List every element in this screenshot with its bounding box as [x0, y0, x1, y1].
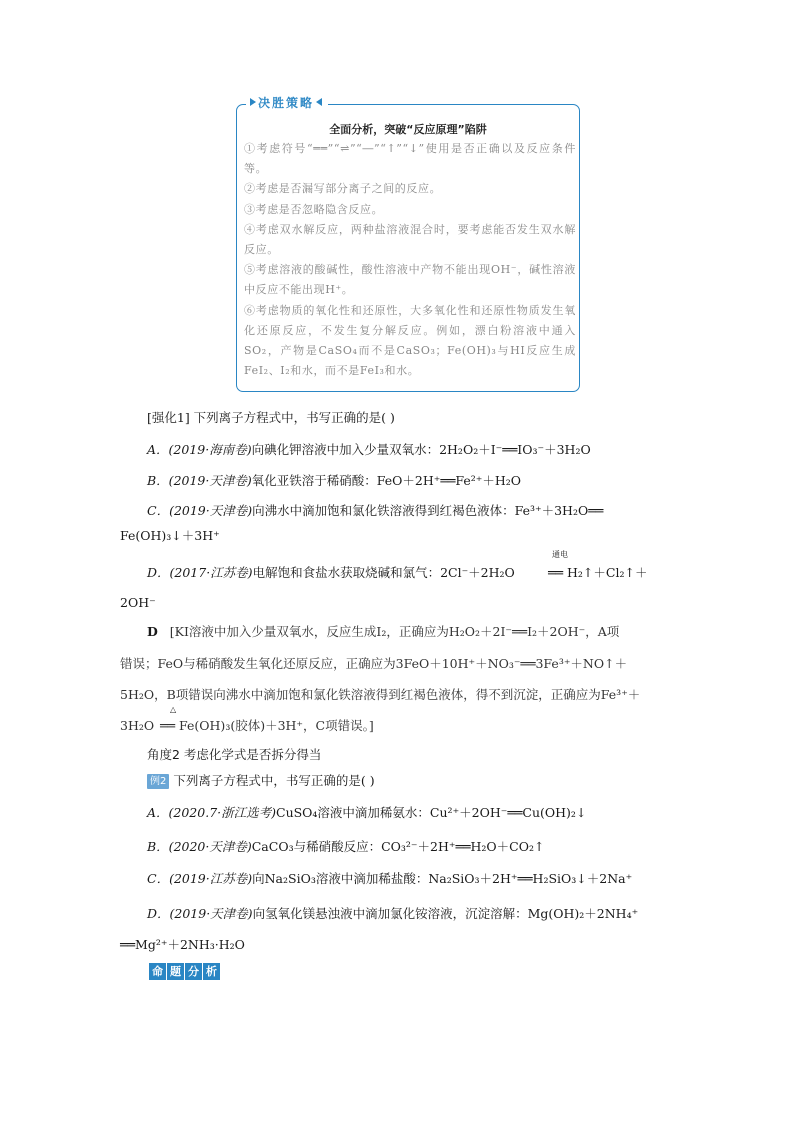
q1-d-text: 电解饱和食盐水获取烧碱和氯气：2Cl⁻＋2H₂O	[252, 565, 515, 580]
analysis-badge-char: 析	[203, 963, 220, 980]
q2-b-text: CaCO₃与稀硝酸反应：CO₃²⁻＋2H⁺══H₂O＋CO₂↑	[251, 839, 545, 854]
strategy-item: ①考虑符号“══”“⇌”“―”“↑”“↓”使用是否正确以及反应条件等。	[244, 142, 576, 176]
q1-d-source: D．(2017·江苏卷)	[147, 565, 253, 580]
strategy-item: ④考虑双水解反应，两种盐溶液混合时，要考虑能否发生双水解反应。	[244, 222, 576, 257]
q1-option-d[interactable]	[147, 564, 515, 582]
q2-stem-line	[147, 772, 375, 790]
analysis-badge-char: 分	[185, 963, 202, 980]
q1-option-b[interactable]	[147, 472, 521, 490]
q1-d-text-b: ══ H₂↑＋Cl₂↑＋	[548, 565, 648, 580]
q1-b-source: B．(2019·天津卷)	[147, 473, 252, 488]
q1-c-source: C．(2019·天津卷)	[147, 503, 253, 518]
q1-d-continued: 2OH⁻	[120, 595, 156, 610]
strategy-item: ⑤考虑溶液的酸碱性，酸性溶液中产物不能出现OH⁻，碱性溶液中反应不能出现H⁺。	[244, 263, 576, 297]
example-badge: 例2	[147, 774, 169, 789]
answer1-letter: D	[147, 624, 158, 639]
q1-stem: [强化1] 下列离子方程式中，书写正确的是( )	[147, 410, 395, 425]
arrow-right-icon	[250, 98, 256, 106]
analysis-badges	[149, 963, 220, 980]
angle2-title: 角度2 考虑化学式是否拆分得当	[147, 747, 322, 762]
q2-stem: 下列离子方程式中，书写正确的是( )	[173, 773, 375, 788]
strategy-item: ③考虑是否忽略隐含反应。	[244, 202, 384, 216]
answer1-line4a: 3H₂O	[120, 718, 155, 733]
analysis-badge-char: 题	[167, 963, 184, 980]
strategy-item: ②考虑是否漏写部分离子之间的反应。	[244, 182, 442, 196]
strategy-item: ⑥考虑物质的氧化性和还原性，大多氧化性和还原性物质发生氧化还原反应，不发生复分解反应。例如，漂白粉溶液中通入SO₂，产物是CaSO₄而不是CaSO₃；Fe(OH)₃与HI反应生成FeI₂、I₂和水，而不是FeI₃和水。	[244, 303, 576, 378]
q2-option-b[interactable]	[147, 838, 544, 856]
q2-d-source: D．(2019·天津卷)	[147, 906, 253, 921]
q2-c-text: 向Na₂SiO₃溶液中滴加稀盐酸：Na₂SiO₃＋2H⁺══H₂SiO₃↓＋2Na⁺	[252, 871, 633, 886]
q2-option-a[interactable]	[147, 804, 586, 822]
analysis-badge-char: 命	[149, 963, 166, 980]
q2-a-source: A．(2020.7·浙江选考)	[147, 805, 276, 820]
q2-option-c[interactable]	[147, 870, 632, 888]
strategy-title: 全面分析，突破“反应原理”陷阱	[329, 123, 487, 136]
q1-option-a[interactable]	[147, 441, 591, 459]
answer1-text1: [KI溶液中加入少量双氧水，反应生成I₂，正确应为H₂O₂＋2I⁻══I₂＋2OH⁻，A项	[169, 624, 620, 639]
answer1-line2: 错误；FeO与稀硝酸发生氧化还原反应，正确应为3FeO＋10H⁺＋NO₃⁻══3Fe³⁺＋NO↑＋	[120, 656, 628, 671]
strategy-tag-label: 决胜策略	[258, 95, 315, 110]
q2-d-text: 向氢氧化镁悬浊液中滴加氯化铵溶液，沉淀溶解：Mg(OH)₂＋2NH₄⁺	[252, 906, 639, 921]
strategy-list	[244, 139, 576, 381]
q2-b-source: B．(2020·天津卷)	[147, 839, 252, 854]
q2-a-text: CuSO₄溶液中滴加稀氨水：Cu²⁺＋2OH⁻══Cu(OH)₂↓	[276, 805, 587, 820]
arrow-left-icon	[316, 98, 322, 106]
q2-option-d[interactable]	[147, 905, 638, 923]
q2-c-source: C．(2019·江苏卷)	[147, 871, 253, 886]
answer1-heat-condition: △	[170, 705, 177, 714]
strategy-tag	[246, 92, 328, 112]
q1-b-text: 氧化亚铁溶于稀硝酸：FeO＋2H⁺══Fe²⁺＋H₂O	[251, 473, 522, 488]
answer1-line4b: ══ Fe(OH)₃(胶体)＋3H⁺，C项错误。]	[160, 718, 374, 733]
answer1-line3: 5H₂O，B项错误向沸水中滴加饱和氯化铁溶液得到红褐色液体，得不到沉淀，正确应为Fe³⁺＋	[120, 687, 641, 702]
q1-a-source: A．(2019·海南卷)	[147, 442, 252, 457]
q1-d-condition: 通电	[552, 550, 568, 559]
q1-option-c[interactable]	[147, 502, 603, 520]
q2-d-continued: ══Mg²⁺＋2NH₃·H₂O	[120, 937, 245, 952]
q1-c-continued: Fe(OH)₃↓＋3H⁺	[120, 528, 220, 543]
q1-c-text: 向沸水中滴加饱和氯化铁溶液得到红褐色液体：Fe³⁺＋3H₂O══	[252, 503, 604, 518]
answer1-line1	[147, 623, 619, 641]
q1-a-text: 向碘化钾溶液中加入少量双氧水：2H₂O₂＋I⁻══IO₃⁻＋3H₂O	[251, 442, 591, 457]
